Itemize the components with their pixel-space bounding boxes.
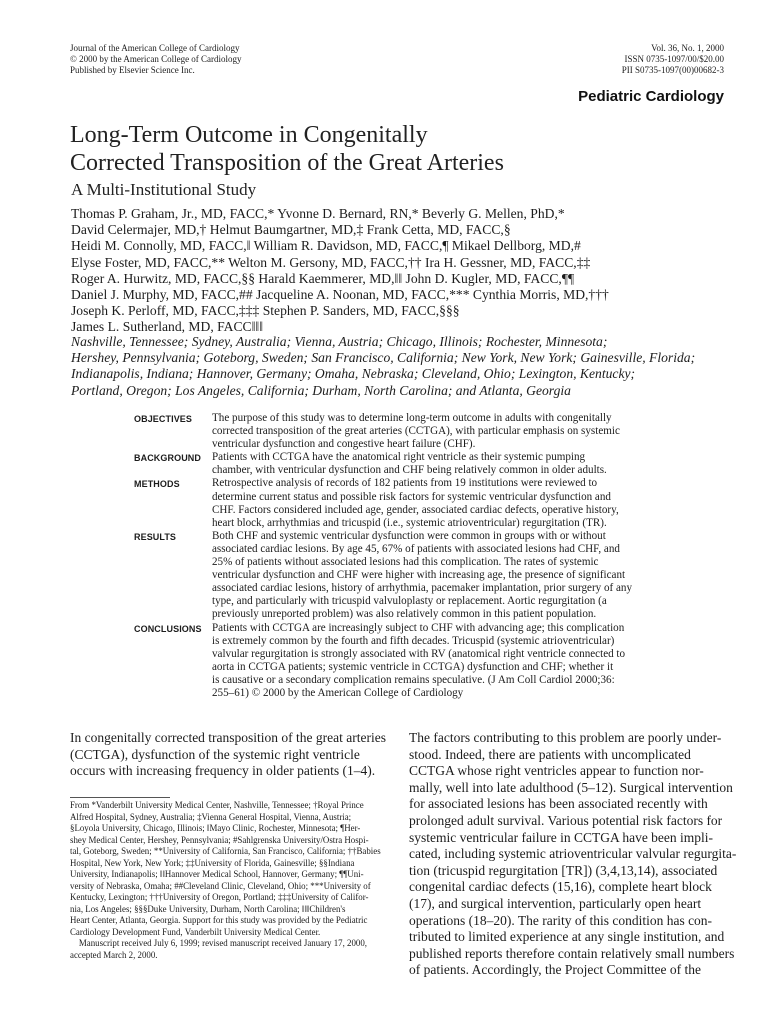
author-line: Thomas P. Graham, Jr., MD, FACC,* Yvonne D. Bernard, RN,* Beverly G. Mellen, PhD,* xyxy=(71,206,565,221)
abstract-objectives xyxy=(134,412,686,451)
abstract-line: previously unreported problem) was also relatively common in this patient population. xyxy=(212,608,597,621)
body-line: occurs with increasing frequency in older patients (1–4). xyxy=(70,763,376,779)
journal-info xyxy=(70,43,410,76)
footnote-divider xyxy=(70,797,170,798)
abstract-line: heart block, arrhythmias and tricuspid (i.e., systemic atrioventricular) regurgitation (TR). xyxy=(212,516,607,529)
author-line: Elyse Foster, MD, FACC,** Welton M. Gersony, MD, FACC,†† Ira H. Gessner, MD, FACC,‡‡ xyxy=(71,254,591,270)
publisher-line: Published by Elsevier Science Inc. xyxy=(70,65,195,75)
body-line: prolonged adult survival. Various potential risk factors for xyxy=(409,812,723,828)
footnote-line: nia, Los Angeles; §§§Duke University, Durham, North Carolina; ‖‖‖Children's xyxy=(70,903,346,914)
location-line: Indianapolis, Indiana; Hannover, Germany; Omaha, Nebraska; Cleveland, Ohio; Lexington, Kentucky; xyxy=(71,366,636,382)
abstract-line: type, and particularly with tricuspid valvuloplasty or replacement. Aortic regurgitation (a xyxy=(212,595,607,608)
volume-line: Vol. 36, No. 1, 2000 xyxy=(651,43,724,53)
abstract xyxy=(134,412,686,700)
copyright-line: © 2000 by the American College of Cardiology xyxy=(70,54,242,64)
body-line: tributed to limited experience at any single institution, and xyxy=(409,929,725,945)
abstract-line: CHF. Factors considered included age, gender, associated cardiac defects, operative history, xyxy=(212,503,619,516)
footnote-line: From *Vanderbilt University Medical Center, Nashville, Tennessee; †Royal Prince xyxy=(70,800,364,810)
abstract-line: chamber, with ventricular dysfunction and CHF being relatively common in older adults. xyxy=(212,464,607,477)
article-title xyxy=(70,121,710,177)
body-line: published reports therefore contain relatively small numbers xyxy=(409,945,735,961)
footnote-line: accepted March 2, 2000. xyxy=(70,949,158,960)
abstract-line: 255–61) © 2000 by the American College of Cardiology xyxy=(212,686,464,699)
author-line: Roger A. Hurwitz, MD, FACC,§§ Harald Kaemmerer, MD,‖‖ John D. Kugler, MD, FACC,¶¶ xyxy=(71,270,575,286)
body-line: operations (18–20). The rarity of this condition has con- xyxy=(409,912,713,928)
location-list xyxy=(71,334,731,399)
abstract-line: valvular regurgitation is strongly associated with RV (anatomical right ventricle connected to xyxy=(212,647,626,660)
author-line: Joseph K. Perloff, MD, FACC,‡‡‡ Stephen P. Sanders, MD, FACC,§§§ xyxy=(71,303,460,319)
abstract-line: Both CHF and systemic ventricular dysfunction were common in groups with or without xyxy=(212,529,606,542)
journal-name: Journal of the American College of Cardiology xyxy=(70,43,240,53)
body-line: for associated lesions has been associated recently with xyxy=(409,796,708,812)
conclusions-label: CONCLUSIONS xyxy=(134,623,202,634)
issue-info xyxy=(424,43,724,76)
abstract-line: corrected transposition of the great arteries (CCTGA), with particular emphasis on systemic xyxy=(212,425,620,438)
abstract-line: associated cardiac lesions, history of arrhythmia, pacemaker implantation, prior surgery of any xyxy=(212,582,632,595)
conclusions-text xyxy=(212,622,686,701)
abstract-line: Retrospective analysis of records of 182 patients from 19 institutions were reviewed to xyxy=(212,477,598,490)
abstract-line: 25% of patients without associated lesions had this complication. The rates of systemic xyxy=(212,556,599,569)
body-left-column xyxy=(70,730,394,780)
article-subtitle: A Multi-Institutional Study xyxy=(71,180,257,199)
location-line: Portland, Oregon; Los Angeles, California; Durham, North Carolina; and Atlanta, Georgia xyxy=(71,382,571,398)
abstract-line: Patients with CCTGA are increasingly subject to CHF with advancing age; this complication xyxy=(212,621,625,634)
body-line: CCTGA whose right ventricles appear to function nor- xyxy=(409,763,704,779)
abstract-methods xyxy=(134,477,686,529)
results-text xyxy=(212,530,686,622)
footnote-line: shey Medical Center, Hershey, Pennsylvania; #Sahlgrenska University/Ostra Hospi- xyxy=(70,834,369,845)
body-line: of patients. Accordingly, the Project Committee of the xyxy=(409,962,701,978)
pii-line: PII S0735-1097(00)00682-3 xyxy=(621,65,724,75)
results-label: RESULTS xyxy=(134,531,177,542)
body-line: stood. Indeed, there are patients with uncomplicated xyxy=(409,746,691,762)
footnote-line: Alfred Hospital, Sydney, Australia; ‡Vienna General Hospital, Vienna, Austria; xyxy=(70,811,352,822)
methods-label: METHODS xyxy=(134,479,180,490)
objectives-text xyxy=(212,412,686,451)
author-line: James L. Sutherland, MD, FACC‖‖‖ xyxy=(71,319,264,335)
abstract-background xyxy=(134,451,686,477)
abstract-results xyxy=(134,530,686,622)
issn-line: ISSN 0735-1097/00/$20.00 xyxy=(624,54,724,64)
abstract-line: is causative or a secondary complication remains speculative. (J Am Coll Cardiol 2000;36: xyxy=(212,673,615,686)
body-line: tion (tricuspid regurgitation [TR]) (3,4,13,14), associated xyxy=(409,862,718,878)
abstract-line: associated cardiac lesions. By age 45, 67% of patients with associated lesions had CHF, and xyxy=(212,542,620,555)
author-line: Daniel J. Murphy, MD, FACC,## Jacqueline A. Noonan, MD, FACC,*** Cynthia Morris, MD,††† xyxy=(71,287,609,303)
abstract-line: aorta in CCTGA patients; systemic ventricle in CCTGA) dysfunction and CHF; whether it xyxy=(212,660,614,673)
abstract-line: determine current status and possible risk factors for systemic ventricular dysfunction and xyxy=(212,490,611,503)
location-line: Hershey, Pennsylvania; Goteborg, Sweden; San Francisco, California; New York, New York; Gainesville, Florida; xyxy=(71,350,696,366)
body-line: systemic ventricular failure in CCTGA have been impli- xyxy=(409,829,714,845)
footnote-line: Hospital, New York, New York; ‡‡University of Florida, Gainesville; §§Indiana xyxy=(70,857,355,868)
section-label: Pediatric Cardiology xyxy=(578,88,724,105)
body-line: In congenitally corrected transposition of the great arteries xyxy=(70,730,386,745)
background-label: BACKGROUND xyxy=(134,453,201,464)
body-line: (CCTGA), dysfunction of the systemic right ventricle xyxy=(70,746,360,762)
abstract-conclusions xyxy=(134,622,686,701)
abstract-line: Patients with CCTGA have the anatomical right ventricle as their systemic pumping xyxy=(212,451,586,464)
abstract-line: ventricular dysfunction and congestive heart failure (CHF). xyxy=(212,438,476,451)
footnote-line: Kentucky, Lexington; †††University of Oregon, Portland; ‡‡‡University of Califor- xyxy=(70,892,369,902)
footnote-line: §Loyola University, Chicago, Illinois; ‖Mayo Clinic, Rochester, Minnesota; ¶Her- xyxy=(70,823,361,833)
footnote-line: Heart Center, Atlanta, Georgia. Support for this study was provided by the Pediatric xyxy=(70,915,368,925)
abstract-line: ventricular dysfunction and CHF were higher with increasing age, the presence of significant xyxy=(212,569,626,582)
body-line: congenital cardiac defects (15,16), complete heart block xyxy=(409,879,712,895)
affiliation-footnote xyxy=(70,800,394,961)
abstract-line: is extremely common by the fourth and fifth decades. Tricuspid (systemic atrioventricular) xyxy=(212,634,615,647)
abstract-line: The purpose of this study was to determine long-term outcome in adults with congenitally xyxy=(212,412,612,424)
author-line: Heidi M. Connolly, MD, FACC,‖ William R. Davidson, MD, FACC,¶ Mikael Dellborg, MD,# xyxy=(71,238,581,254)
footnote-line: versity of Nebraska, Omaha; ##Cleveland Clinic, Cleveland, Ohio; ***University of xyxy=(70,880,371,891)
body-line: (17), and surgical intervention, particularly open heart xyxy=(409,895,702,911)
footnote-line: Manuscript received July 6, 1999; revised manuscript received January 17, 2000, xyxy=(70,938,367,948)
body-line: cated, including systemic atrioventricular valvular regurgita- xyxy=(409,846,737,862)
footnote-line: University, Indianapolis; ‖‖Hannover Medical School, Hannover, Germany; ¶¶Uni- xyxy=(70,869,364,879)
body-line: The factors contributing to this problem are poorly under- xyxy=(409,730,722,745)
footnote-line: tal, Goteborg, Sweden; **University of California, San Francisco, California; ††Babies xyxy=(70,846,381,856)
author-list xyxy=(71,206,731,336)
author-line: David Celermajer, MD,† Helmut Baumgartner, MD,‡ Frank Cetta, MD, FACC,§ xyxy=(71,222,511,238)
methods-text xyxy=(212,477,686,529)
objectives-label: OBJECTIVES xyxy=(134,414,193,424)
body-line: mally, well into late adulthood (5–12). Surgical intervention xyxy=(409,779,733,795)
footnote-line: Cardiology Development Fund, Vanderbilt University Medical Center. xyxy=(70,926,321,937)
background-text xyxy=(212,451,686,477)
title-line-1: Long-Term Outcome in Congenitally xyxy=(70,122,428,148)
title-line-2: Corrected Transposition of the Great Arteries xyxy=(70,150,504,176)
location-line: Nashville, Tennessee; Sydney, Australia; Vienna, Austria; Chicago, Illinois; Rochester, Minnesota; xyxy=(71,334,608,349)
body-right-column xyxy=(409,730,737,979)
